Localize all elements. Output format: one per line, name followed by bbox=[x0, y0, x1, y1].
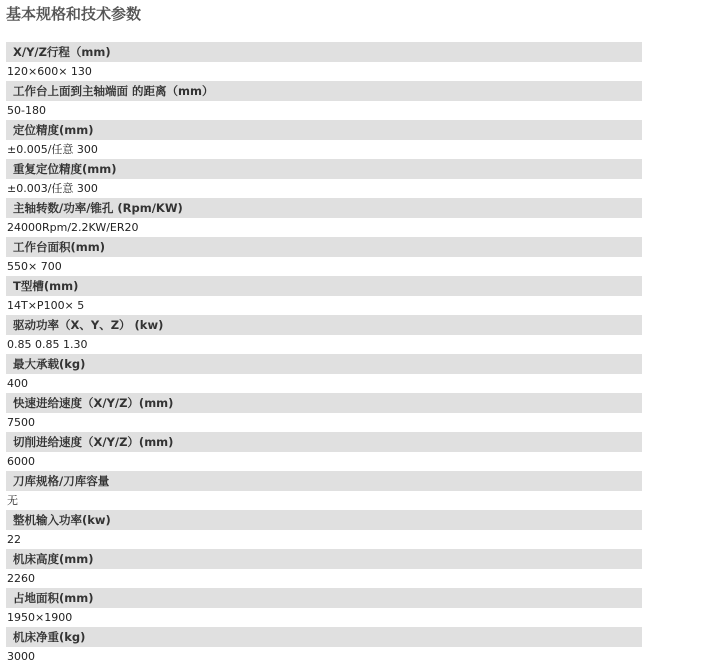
spec-label: 重复定位精度(mm) bbox=[6, 159, 642, 179]
spec-label: 刀库规格/刀库容量 bbox=[6, 471, 642, 491]
spec-value: 550× 700 bbox=[7, 260, 62, 273]
spec-label: 机床高度(mm) bbox=[6, 549, 642, 569]
spec-row-spindle bbox=[6, 198, 642, 237]
page-title: 基本规格和技术参数 bbox=[6, 5, 142, 23]
spec-row-rapid-feed bbox=[6, 393, 642, 432]
spec-row-t-slot bbox=[6, 276, 642, 315]
spec-row-net-weight bbox=[6, 627, 642, 666]
spec-row-tool-magazine bbox=[6, 471, 642, 510]
spec-label: 驱动功率（X、Y、Z） (kw) bbox=[6, 315, 642, 335]
spec-value: 120×600× 130 bbox=[7, 65, 92, 78]
spec-value: 50-180 bbox=[7, 104, 46, 117]
spec-value: ±0.005/任意 300 bbox=[7, 143, 98, 156]
spec-label: 定位精度(mm) bbox=[6, 120, 642, 140]
spec-label: 切削进给速度（X/Y/Z）(mm) bbox=[6, 432, 642, 452]
spec-row-repeat-accuracy bbox=[6, 159, 642, 198]
spec-value: 0.85 0.85 1.30 bbox=[7, 338, 88, 351]
spec-list bbox=[6, 42, 642, 666]
spec-label: 主轴转数/功率/锥孔 (Rpm/KW) bbox=[6, 198, 642, 218]
spec-label: 最大承载(kg) bbox=[6, 354, 642, 374]
spec-value: 22 bbox=[7, 533, 21, 546]
spec-label: 工作台上面到主轴端面 的距离（mm） bbox=[6, 81, 642, 101]
spec-value: 1950×1900 bbox=[7, 611, 73, 624]
spec-value: 无 bbox=[7, 494, 18, 507]
spec-row-drive-power bbox=[6, 315, 642, 354]
spec-value: 2260 bbox=[7, 572, 35, 585]
spec-row-input-power bbox=[6, 510, 642, 549]
spec-label: 工作台面积(mm) bbox=[6, 237, 642, 257]
spec-label: 整机输入功率(kw) bbox=[6, 510, 642, 530]
spec-label: 机床净重(kg) bbox=[6, 627, 642, 647]
spec-row-travel bbox=[6, 42, 642, 81]
spec-label: 占地面积(mm) bbox=[6, 588, 642, 608]
spec-row-machine-height bbox=[6, 549, 642, 588]
spec-row-footprint bbox=[6, 588, 642, 627]
spec-value: 24000Rpm/2.2KW/ER20 bbox=[7, 221, 139, 234]
spec-row-table-to-spindle-distance bbox=[6, 81, 642, 120]
spec-label: T型槽(mm) bbox=[6, 276, 642, 296]
spec-row-positioning-accuracy bbox=[6, 120, 642, 159]
spec-label: X/Y/Z行程（mm) bbox=[6, 42, 642, 62]
spec-row-max-load bbox=[6, 354, 642, 393]
spec-row-table-area bbox=[6, 237, 642, 276]
spec-value: 7500 bbox=[7, 416, 35, 429]
spec-label: 快速进给速度（X/Y/Z）(mm) bbox=[6, 393, 642, 413]
spec-value: 6000 bbox=[7, 455, 35, 468]
spec-value: 400 bbox=[7, 377, 28, 390]
spec-value: ±0.003/任意 300 bbox=[7, 182, 98, 195]
spec-value: 3000 bbox=[7, 650, 35, 663]
spec-row-cutting-feed bbox=[6, 432, 642, 471]
spec-value: 14T×P100× 5 bbox=[7, 299, 85, 312]
